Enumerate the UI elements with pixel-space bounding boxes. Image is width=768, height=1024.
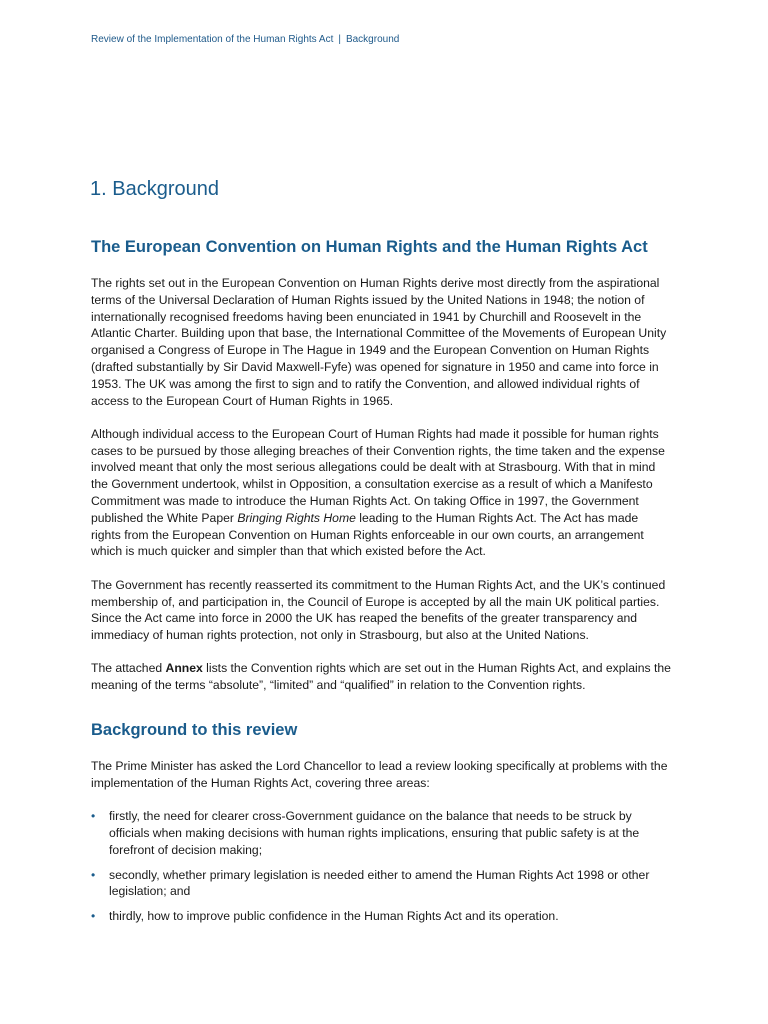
- paragraph-review-intro: The Prime Minister has asked the Lord Chancellor to lead a review looking specifically at problems with the implementation of the Human Rights Act, covering three areas:: [91, 759, 668, 790]
- running-head-section: Background: [345, 34, 400, 45]
- list-item: [91, 867, 671, 901]
- white-paper-title: Bringing Rights Home: [237, 510, 356, 525]
- list-item: [91, 908, 671, 925]
- paragraph-convention-history: The rights set out in the European Convention on Human Rights derive most directly from the aspirational terms of the Universal Declaration of Human Rights issued by the United Nations in 1948; the notion of internationally recognised freedoms having been enunciated in 1941 by Churchill and Roosevelt in the Atlantic Charter. Building upon that base, the International Committee of the Movements of European Unity organised a Congress of Europe in The Hague in 1949 and the European Convention on Human Rights (drafted substantially by Sir David Maxwell-Fyfe) was opened for signature in 1950 and came into force in 1953. The UK was among the first to sign and to ratify the Convention, and allowed individual rights of access to the European Court of Human Rights in 1965.: [91, 276, 667, 408]
- review-areas-list: [91, 808, 671, 925]
- list-item-text: firstly, the need for clearer cross-Government guidance on the balance that needs to be struck by officials when making decisions with human rights implications, ensuring that public safety is at the forefront of decision making;: [109, 809, 640, 857]
- running-head-title: Review of the Implementation of the Human Rights Act: [91, 34, 334, 45]
- paragraph-annex: [91, 660, 671, 694]
- bullet-icon: •: [91, 909, 96, 924]
- list-item-text: thirdly, how to improve public confidence in the Human Rights Act and its operation.: [109, 909, 559, 924]
- paragraph-text: The attached: [91, 661, 166, 676]
- paragraph-text: leading to the Human Rights Act. The Act has made rights from the European Convention on Human Rights enforceable in our own courts, an arrangement which is much quicker and simpler than that which existed before the Act.: [91, 510, 644, 559]
- annex-reference: Annex: [165, 661, 203, 676]
- list-item-text: secondly, whether primary legislation is needed either to amend the Human Rights Act 1998 or other legislation; and: [109, 867, 650, 899]
- running-head: [91, 34, 399, 45]
- paragraph-text: Although individual access to the European Court of Human Rights had made it possible for human rights cases to be pursued by those alleging breaches of their Convention rights, the time taken and the expense involved meant that only the most serious allegations could be dealt with at Strasbourg. With that in mind the Government undertook, whilst in Opposition, a consultation exercise as a result of which a Manifesto Commitment was made to introduce the Human Rights Act. On taking Office in 1997, the Government published the White Paper: [91, 426, 665, 525]
- chapter-title: 1. Background: [90, 178, 219, 200]
- section-heading-convention: The European Convention on Human Rights and the Human Rights Act: [91, 238, 648, 256]
- list-item: [91, 808, 671, 858]
- paragraph-individual-access: [91, 426, 671, 560]
- bullet-icon: •: [91, 809, 96, 824]
- bullet-icon: •: [91, 867, 96, 882]
- running-head-separator: |: [338, 34, 341, 45]
- paragraph-government-commitment: The Government has recently reasserted its commitment to the Human Rights Act, and the UK’s continued membership of, and participation in, the Council of Europe is accepted by all the main UK political parties. Since the Act came into force in 2000 the UK has reaped the benefits of the greater transparency and immediacy of human rights protection, not only in Strasbourg, but also at the United Nations.: [91, 577, 666, 643]
- paragraph-text: lists the Convention rights which are set out in the Human Rights Act, and explains the meaning of the terms “absolute”, “limited” and “qualified” in relation to the Convention rights.: [91, 661, 671, 693]
- section-heading-review: Background to this review: [91, 721, 298, 740]
- main-content: [91, 236, 671, 933]
